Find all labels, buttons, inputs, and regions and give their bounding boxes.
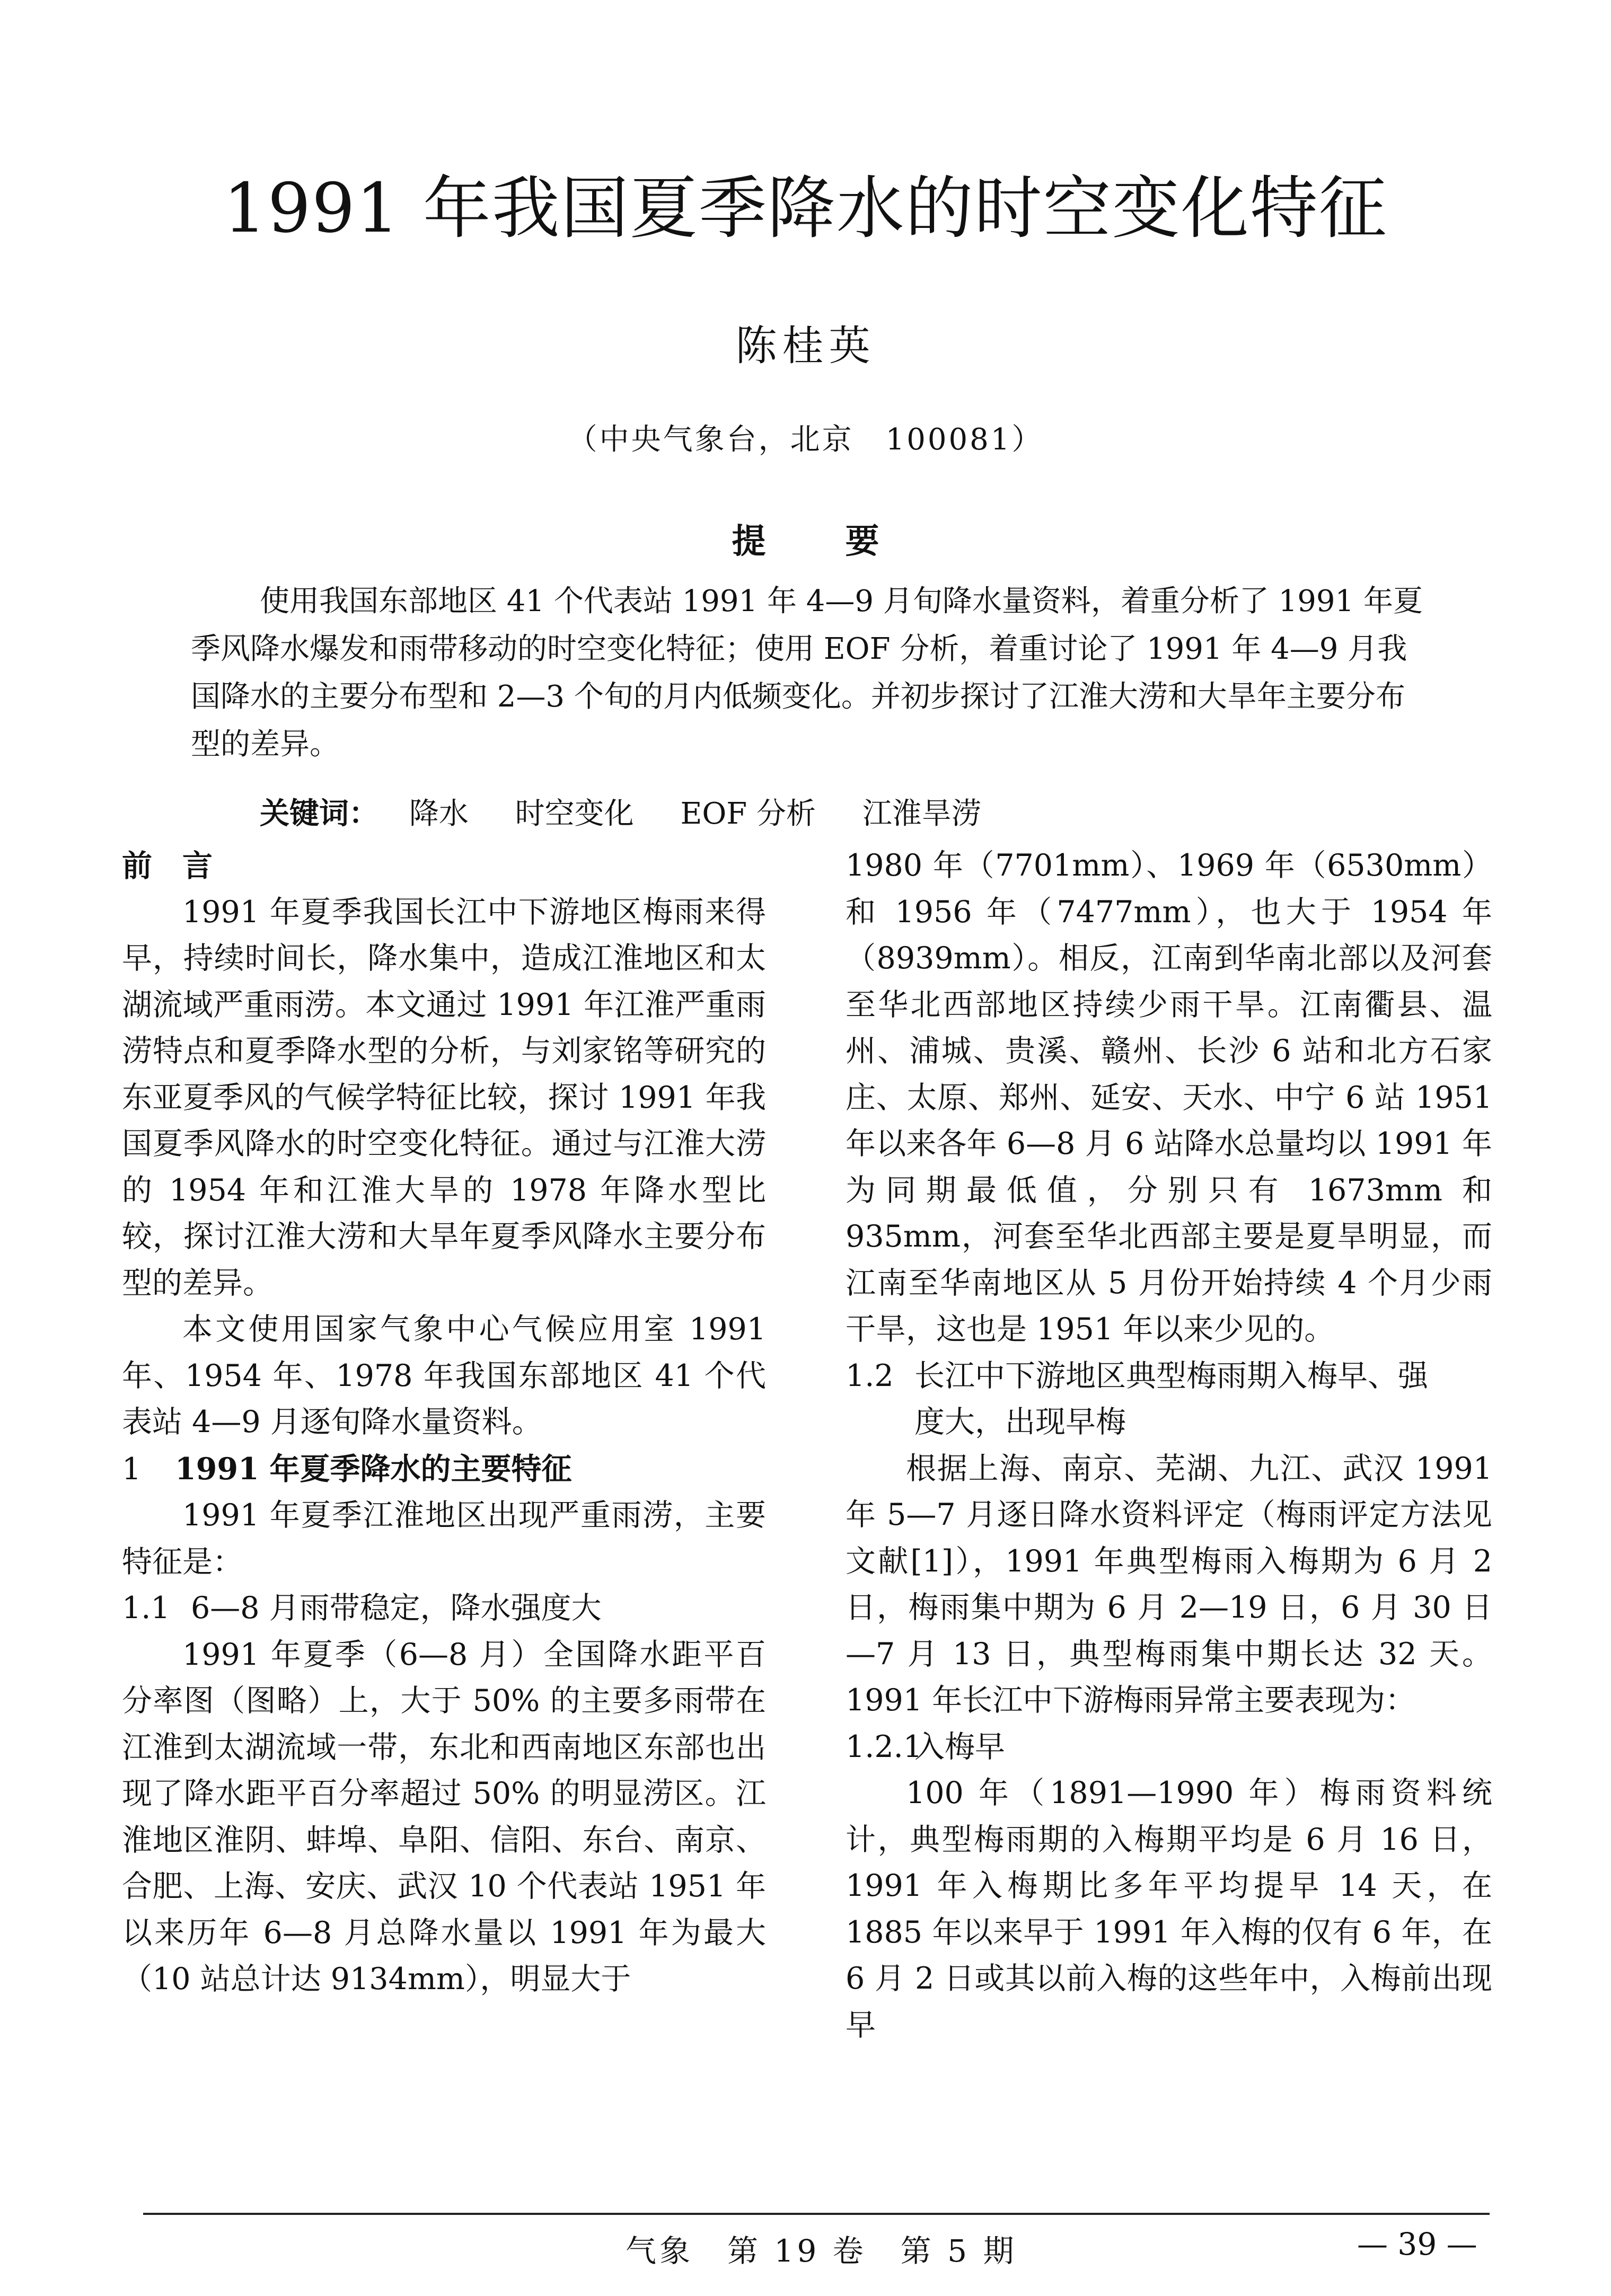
left-column <box>122 843 766 2003</box>
keyword: 江淮旱涝 <box>862 797 981 831</box>
subsection-heading-1-2 <box>846 1353 1492 1400</box>
journal-info: 气象 第 19 卷 第 5 期 <box>626 2233 1017 2269</box>
paragraph: 1991 年夏季我国长江中下游地区梅雨来得早，持续时间长，降水集中，造成江淮地区和太湖流域严重雨涝。本文通过 1991 年江淮严重雨涝特点和夏季降水型的分析，与刘家铭等研究的东亚夏季风的气候学特征比较，探讨 1991 年我国夏季风降水的时空变化特征。通过与江淮大涝的 1954 年和江淮大旱的 1978 年降水型比较，探讨江淮大涝和大旱年夏季风降水主要分布型的差异。 <box>122 894 766 1301</box>
subsection-title: 入梅早 <box>914 1729 1005 1764</box>
author-affiliation: （中央气象台，北京 100081） <box>567 422 1044 457</box>
paragraph: 1991 年夏季江淮地区出现严重雨涝，主要特征是： <box>122 1498 766 1579</box>
keywords <box>260 792 1018 835</box>
paragraph: 1991 年夏季（6—8 月）全国降水距平百分率图（图略）上，大于 50% 的主要多雨带在江淮到太湖流域一带，东北和西南地区东部也出现了降水距平百分率超过 50% 的明显涝区。江淮地区淮阴、蚌埠、阜阳、信阳、东台、南京、合肥、上海、安庆、武汉 10 个代表站 1951 年以来历年 6—8 月总降水量以 1991 年为最大（10 站总计达 9134mm），明显大于 <box>122 1637 766 1997</box>
keyword: 降水 <box>409 797 469 831</box>
section-heading-1 <box>122 1446 766 1493</box>
paragraph: 100 年（1891—1990 年）梅雨资料统计，典型梅雨期的入梅期平均是 6 月 16 日，1991 年入梅期比多年平均提早 14 天，在 1885 年以来早于 1991 年入梅的仅有 6 年，在 6 月 2 日或其以前入梅的这些年中，入梅前出现早 <box>846 1776 1492 2043</box>
keyword: EOF 分析 <box>680 797 816 831</box>
subsection-number: 1.2 <box>846 1358 894 1393</box>
abstract-heading-char-2: 要 <box>845 522 879 561</box>
keywords-label: 关键词： <box>260 796 378 831</box>
right-column <box>846 843 1492 2048</box>
paragraph: 1980 年（7701mm）、1969 年（6530mm）和 1956 年（7477mm），也大于 1954 年（8939mm）。相反，江南到华南北部以及河套至华北西部地区持续少雨干旱。江南衢县、温州、浦城、贵溪、赣州、长沙 6 站和北方石家庄、太原、郑州、延安、天水、中宁 6 站 1951 年以来各年 6—8 月 6 站降水总量均以 1991 年为同期最低值，分别只有 1673mm 和 935mm，河套至华北西部主要是夏旱明显，而江南至华南地区从 5 月份开始持续 4 个月少雨干旱，这也是 1951 年以来少见的。 <box>846 848 1492 1347</box>
subsection-title-continued: 度大，出现早梅 <box>914 1405 1126 1440</box>
subsection-number: 1.2.1 <box>846 1729 923 1764</box>
keyword: 时空变化 <box>515 797 634 831</box>
footer-rule <box>143 2213 1490 2215</box>
subsection-heading-1-2-1 <box>846 1724 1492 1771</box>
preface-heading: 前 言 <box>122 848 213 884</box>
abstract-heading <box>0 514 1611 563</box>
subsection-title: 长江中下游地区典型梅雨期入梅早、强 <box>914 1358 1428 1393</box>
page-number: — 39 — <box>1357 2226 1477 2262</box>
section-number: 1 <box>122 1451 142 1487</box>
subsection-title: 6—8 月雨带稳定，降水强度大 <box>191 1591 602 1626</box>
section-title: 1991 年夏季降水的主要特征 <box>175 1451 572 1487</box>
subsection-number: 1.1 <box>122 1591 170 1626</box>
paper-title: 1991 年我国夏季降水的时空变化特征 <box>223 169 1388 248</box>
abstract-text: 使用我国东部地区 41 个代表站 1991 年 4—9 月旬降水量资料，着重分析了 1991 年夏季风降水爆发和雨带移动的时空变化特征；使用 EOF 分析，着重讨论了 1991 年 4—9 月我国降水的主要分布型和 2—3 个旬的月内低频变化。并初步探讨了江淮大涝和大旱年主要分布型的差异。 <box>191 584 1423 762</box>
paragraph: 本文使用国家气象中心气候应用室 1991 年、1954 年、1978 年我国东部地区 41 个代表站 4—9 月逐旬降水量资料。 <box>122 1312 766 1440</box>
paragraph: 根据上海、南京、芜湖、九江、武汉 1991 年 5—7 月逐日降水资料评定（梅雨评定方法见文献[1]），1991 年典型梅雨入梅期为 6 月 2 日，梅雨集中期为 6 月 2—19 日，6 月 30 日—7 月 13 日，典型梅雨集中期长达 32 天。1991 年长江中下游梅雨异常主要表现为： <box>846 1451 1492 1718</box>
author-name: 陈桂英 <box>735 322 876 370</box>
abstract <box>191 578 1429 769</box>
subsection-heading-1-1 <box>122 1585 766 1632</box>
abstract-heading-char-1: 提 <box>732 522 766 561</box>
